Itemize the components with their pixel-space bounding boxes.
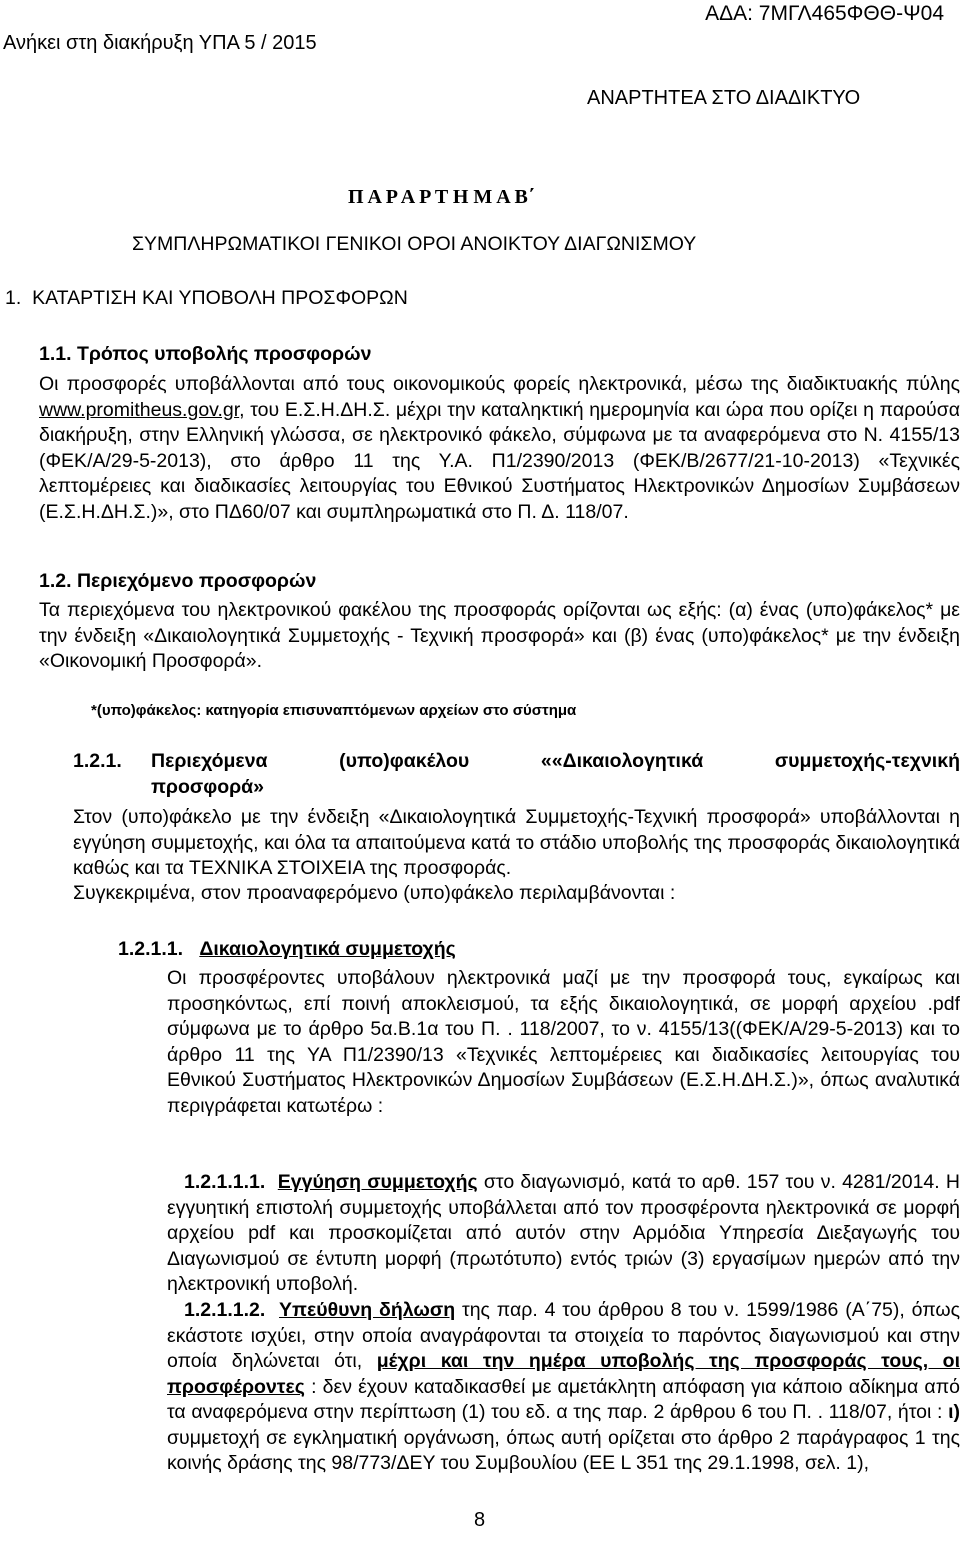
body-text: Οι προσφορές υποβάλλονται από τους οικονομικούς φορείς ηλεκτρονικά, μέσω της διαδικτυακής πύλης	[39, 373, 960, 395]
header-left: Ανήκει στη διακήρυξη ΥΠΑ 5 / 2015	[3, 32, 317, 54]
section-1-1-heading	[39, 343, 371, 366]
section-1-2-1-body: Στον (υπο)φάκελο με την ένδειξη «Δικαιολογητικά Συμμετοχής-Τεχνική προσφορά» υποβάλλονται η εγγύηση συμμετοχής, και όλα τα απαιτούμενα κατά το στάδιο υποβολής της προσφοράς δικαιολογητικά καθώς και τα ΤΕΧΝΙΚΑ ΣΤΟΙΧΕΙΑ της προσφοράς.	[73, 806, 960, 879]
section-1-2-1-body-2: Συγκεκριμένα, στον προαναφερόμενο (υπο)φάκελο περιλαμβάνονται :	[73, 882, 676, 904]
body-text: της παρ. 4 του άρθρου 8 του ν. 1599/1986 (Α΄75), όπως εκάστοτε ισχύει, στην οποία αναγράφονται τα στοιχεία το παρόντος διαγωνισμού και στην οποία δηλώνεται ότι,	[167, 1299, 960, 1372]
title-word: ««Δικαιολογητικά	[540, 750, 704, 772]
title-word: Περιεχόμενα	[151, 750, 268, 772]
section-1-heading	[5, 287, 408, 310]
annex-title: Π Α Ρ Α Ρ Τ Η Μ Α Β΄	[348, 186, 535, 208]
section-number: 1.2.1.1.	[118, 938, 184, 960]
section-1-1-body	[39, 372, 960, 525]
section-number: 1.2.	[39, 570, 72, 592]
section-title: Δικαιολογητικά συμμετοχής	[199, 938, 456, 960]
body-text: στο διαγωνισμό, κατά το αρθ. 157 του ν. 4281/2014. Η εγγυητική επιστολή συμμετοχής υποβάλλεται από τον προσφέροντα ηλεκτρονικά σε μορφή αρχείου pdf και προσκομίζεται από αυτόν στην Αρμόδια Υπηρεσία Διεξαγωγής του Διαγωνισμού σε έντυπη μορφή (πρωτότυπο) εντός τριών (3) εργασίμων ημερών από την ηλεκτρονική υποβολή.	[167, 1171, 960, 1295]
section-1-2-1-title-end: προσφορά»	[151, 776, 265, 798]
section-title: Περιεχόμενο προσφορών	[76, 570, 317, 592]
list-marker: ι)	[948, 1401, 960, 1423]
title-word: συμμετοχής-τεχνική	[774, 750, 960, 772]
section-title: Εγγύηση συμμετοχής	[277, 1171, 478, 1193]
header-ada: ΑΔΑ: 7ΜΓΛ465ΦΘΘ-Ψ04	[705, 2, 944, 25]
body-text: : δεν έχουν καταδικασθεί με αμετάκλητη απόφαση για κάποιο αδίκημα από τα αναφερόμενα στην περίπτωση (1) του εδ. α της παρ. 2 άρθρου 6 του Π. . 118/07, ήτοι :	[167, 1375, 960, 1423]
section-1-2-1-number: 1.2.1.	[73, 750, 122, 772]
emphasis-text: μέχρι και την ημέρα υποβολής της προσφοράς τους, οι προσφέροντες	[167, 1350, 960, 1398]
section-1-2-1-1-1	[167, 1170, 960, 1298]
section-1-2-body: Τα περιεχόμενα του ηλεκτρονικού φακέλου της προσφοράς ορίζονται ως εξής: (α) ένας (υπο)φάκελος* με την ένδειξη «Δικαιολογητικά Συμμετοχής - Τεχνική προσφορά» και (β) ένας (υπο)φάκελος* με την ένδειξη «Οικονομική Προσφορά».	[39, 599, 960, 672]
footnote: *(υπο)φάκελος: κατηγορία επισυναπτόμενων αρχείων στο σύστημα	[91, 702, 577, 719]
section-1-2-1-1-body: Οι προσφέροντες υποβάλουν ηλεκτρονικά μαζί με την προσφορά τους, εγκαίρως και προσηκόντως, επί ποινή αποκλεισμού, τα εξής δικαιολογητικά, σε μορφή αρχείου .pdf σύμφωνα με το άρθρο 5α.Β.1α του Π. . 118/2007, το ν. 4155/13((ΦΕΚ/Α/29-5-2013) και το άρθρο 11 της ΥΑ Π1/2390/13 «Τεχνικές λεπτομέρειες και διαδικασίες λειτουργίας του Εθνικού Συστήματος Ηλεκτρονικών Δημοσίων Συμβάσεων (Ε.Σ.Η.ΔΗ.Σ.)», όπως αναλυτικά περιγράφεται κατωτέρω :	[167, 967, 960, 1117]
section-1-2-heading	[39, 570, 316, 593]
section-number: 1.	[5, 287, 22, 309]
section-title: Τρόπος υποβολής προσφορών	[76, 343, 372, 365]
section-title: ΚΑΤΑΡΤΙΣΗ ΚΑΙ ΥΠΟΒΟΛΗ ΠΡΟΣΦΟΡΩΝ	[32, 287, 408, 309]
body-text: , του Ε.Σ.Η.ΔΗ.Σ. μέχρι την καταληκτική ημερομηνία και ώρα που ορίζει η παρούσα διακήρυξη, στην Ελληνική γλώσσα, σε ηλεκτρονικό φάκελο, σύμφωνα με τα αναφερόμενα στο Ν. 4155/13 (ΦΕΚ/Α/29-5-2013), στο άρθρο 11 της Υ.Α. Π1/2390/2013 (ΦΕΚ/Β/2677/21-10-2013) «Τεχνικές λεπτομέρειες και διαδικασίες λειτουργίας του Εθνικού Συστήματος Ηλεκτρονικών Δημοσίων Συμβάσεων (Ε.Σ.Η.ΔΗ.Σ.)», στο ΠΔ60/07 και συμπληρωματικά στο Π. Δ. 118/07.	[39, 398, 960, 523]
section-1-2-1-1-2	[167, 1298, 960, 1477]
page-number: 8	[474, 1509, 486, 1531]
body-text: συμμετοχή σε εγκληματική οργάνωση, όπως αυτή ορίζεται στο άρθρο 2 παράγραφος 1 της κοινής δράσης της 98/773/ΔΕΥ του Συμβουλίου (ΕΕ L 351 της 29.1.1998, σελ. 1),	[167, 1426, 960, 1474]
section-1-2-1-1-heading	[118, 938, 456, 961]
section-number: 1.1.	[39, 343, 72, 365]
promitheus-link[interactable]: www.promitheus.gov.gr	[39, 398, 240, 421]
section-title: Υπεύθυνη δήλωση	[279, 1299, 456, 1321]
title-word: (υπο)φακέλου	[339, 750, 470, 772]
header-publish: ΑΝΑΡΤΗΤΕΑ ΣΤΟ ΔΙΑΔΙΚΤΥΟ	[587, 87, 861, 109]
doc-title: ΣΥΜΠΛΗΡΩΜΑΤΙΚΟΙ ΓΕΝΙΚΟΙ ΟΡΟΙ ΑΝΟΙΚΤΟΥ ΔΙΑΓΩΝΙΣΜΟΥ	[132, 233, 697, 255]
section-number: 1.2.1.1.2.	[184, 1299, 266, 1321]
section-number: 1.2.1.1.1.	[184, 1171, 266, 1193]
section-1-2-1-title	[151, 750, 960, 773]
